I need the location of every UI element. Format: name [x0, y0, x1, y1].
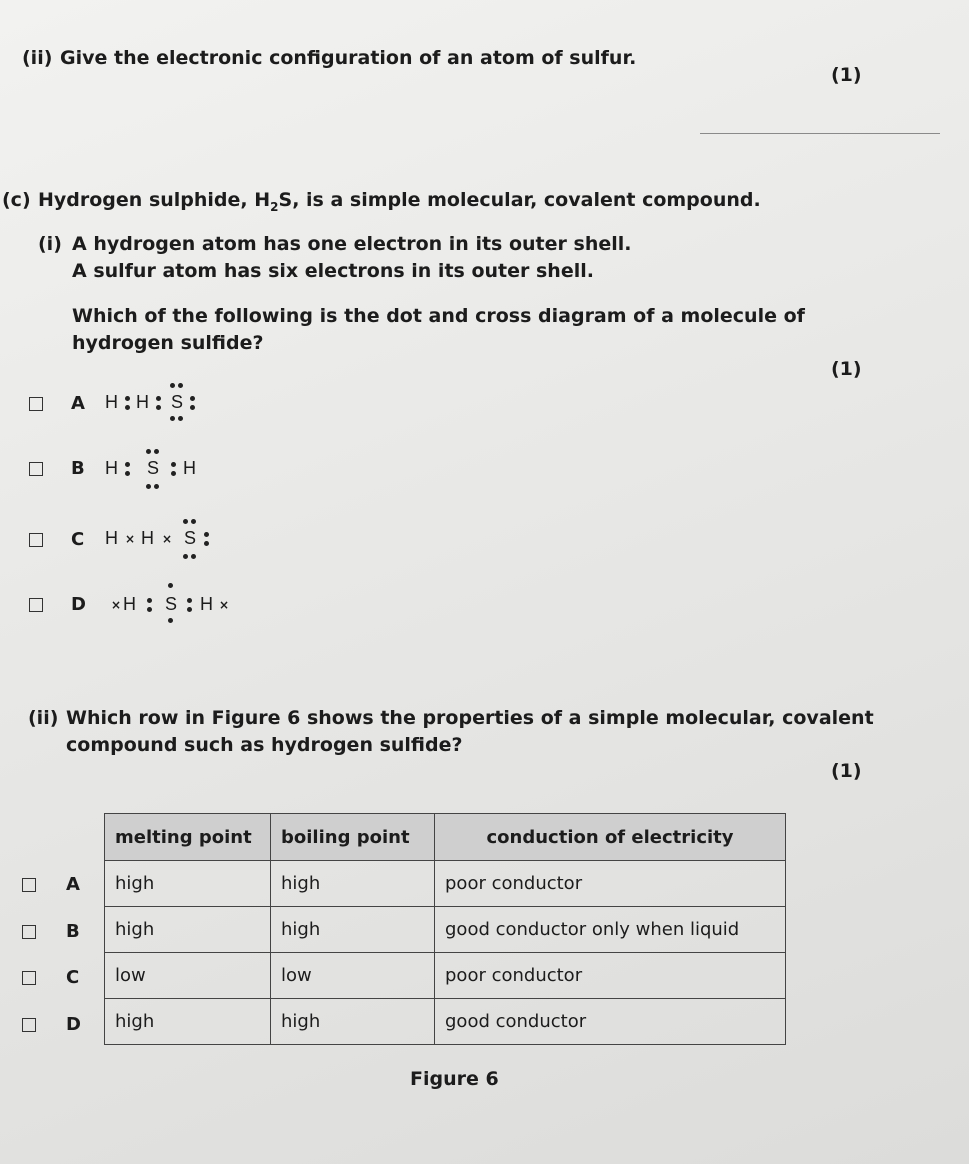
electron-dot — [146, 484, 151, 489]
question-cii-label: (ii) — [28, 707, 59, 729]
option-c-diagram — [105, 516, 235, 564]
table-cell: low — [271, 953, 435, 999]
electron-dot — [191, 554, 196, 559]
electron-dot — [183, 519, 188, 524]
atom-h: H — [105, 528, 118, 548]
electron-dot — [187, 607, 192, 612]
electron-dot — [171, 471, 176, 476]
table-cell: low — [105, 953, 271, 999]
answer-line — [700, 133, 940, 134]
figure-6-table — [104, 813, 786, 1045]
question-ii-text: Give the electronic configuration of an atom of sulfur. — [60, 47, 637, 69]
electron-dot — [204, 532, 209, 537]
question-c-label: (c) — [2, 189, 31, 211]
electron-dot — [168, 583, 173, 588]
row-d-checkbox[interactable] — [22, 1018, 36, 1032]
atom-h: H — [136, 392, 149, 412]
electron-dot — [156, 396, 161, 401]
option-d-letter: D — [71, 594, 86, 615]
electron-dot — [171, 462, 176, 467]
option-b-checkbox[interactable] — [29, 462, 43, 476]
atom-h: H — [200, 594, 213, 614]
question-cii-line1: Which row in Figure 6 shows the properties of a simple molecular, covalent — [66, 707, 874, 729]
marks-cii: (1) — [831, 760, 862, 782]
question-ii-label: (ii) — [22, 47, 53, 69]
table-header-row — [105, 814, 786, 861]
electron-dot — [147, 607, 152, 612]
electron-cross: × — [125, 532, 136, 546]
row-a-letter: A — [66, 874, 80, 895]
atom-h: H — [105, 458, 118, 478]
electron-cross: × — [162, 532, 173, 546]
table-cell: poor conductor — [435, 953, 786, 999]
option-c-checkbox[interactable] — [29, 533, 43, 547]
question-c-text-before: Hydrogen sulphide, H — [38, 189, 271, 211]
row-c-checkbox[interactable] — [22, 971, 36, 985]
row-a-checkbox[interactable] — [22, 878, 36, 892]
option-c-letter: C — [71, 529, 85, 550]
electron-dot — [170, 383, 175, 388]
electron-dot — [154, 449, 159, 454]
atom-s: S — [184, 528, 197, 548]
question-cii-line2: compound such as hydrogen sulfide? — [66, 734, 463, 756]
row-b-checkbox[interactable] — [22, 925, 36, 939]
table-row — [105, 861, 786, 907]
option-b-diagram — [105, 446, 225, 494]
table-cell: high — [105, 907, 271, 953]
electron-dot — [156, 405, 161, 410]
table-cell: high — [271, 861, 435, 907]
electron-dot — [178, 383, 183, 388]
electron-dot — [125, 405, 130, 410]
question-i-line4: hydrogen sulfide? — [72, 332, 264, 354]
electron-dot — [183, 554, 188, 559]
table-row — [105, 907, 786, 953]
option-b-letter: B — [71, 458, 85, 479]
electron-dot — [125, 396, 130, 401]
electron-dot — [168, 618, 173, 623]
atom-h: H — [183, 458, 196, 478]
table-row — [105, 953, 786, 999]
marks-ii: (1) — [831, 64, 862, 86]
row-c-letter: C — [66, 967, 80, 988]
table-cell: good conductor only when liquid — [435, 907, 786, 953]
header-melting-point: melting point — [105, 814, 271, 861]
question-c-text-after: S, is a simple molecular, covalent compound. — [278, 189, 761, 211]
option-a-letter: A — [71, 393, 85, 414]
electron-dot — [146, 449, 151, 454]
electron-dot — [187, 598, 192, 603]
subscript-2: 2 — [270, 199, 279, 214]
table-cell: high — [271, 999, 435, 1045]
option-a-checkbox[interactable] — [29, 397, 43, 411]
table-cell: high — [105, 999, 271, 1045]
table-cell: poor conductor — [435, 861, 786, 907]
electron-dot — [154, 484, 159, 489]
atom-h: H — [123, 594, 136, 614]
atom-s: S — [147, 458, 160, 478]
electron-dot — [125, 462, 130, 467]
table-cell: good conductor — [435, 999, 786, 1045]
electron-dot — [190, 396, 195, 401]
question-i-line2: A sulfur atom has six electrons in its outer shell. — [72, 260, 594, 282]
electron-dot — [170, 416, 175, 421]
table-cell: high — [271, 907, 435, 953]
electron-cross: × — [111, 598, 122, 612]
electron-dot — [191, 519, 196, 524]
row-d-letter: D — [66, 1014, 81, 1035]
table-cell: high — [105, 861, 271, 907]
table-row — [105, 999, 786, 1045]
question-i-line1: A hydrogen atom has one electron in its outer shell. — [72, 233, 632, 255]
atom-s: S — [165, 594, 178, 614]
question-c-text — [38, 188, 761, 219]
marks-i: (1) — [831, 358, 862, 380]
atom-h: H — [105, 392, 118, 412]
electron-dot — [147, 598, 152, 603]
atom-s: S — [171, 392, 184, 412]
option-d-diagram — [105, 578, 245, 630]
electron-dot — [204, 541, 209, 546]
atom-h: H — [141, 528, 154, 548]
row-b-letter: B — [66, 921, 80, 942]
option-a-diagram — [105, 380, 225, 424]
electron-dot — [190, 405, 195, 410]
header-conduction: conduction of electricity — [435, 814, 786, 861]
electron-cross: × — [219, 598, 230, 612]
option-d-checkbox[interactable] — [29, 598, 43, 612]
question-i-label: (i) — [38, 233, 62, 255]
figure-caption: Figure 6 — [410, 1068, 499, 1090]
question-i-line3: Which of the following is the dot and cross diagram of a molecule of — [72, 305, 805, 327]
header-boiling-point: boiling point — [271, 814, 435, 861]
electron-dot — [178, 416, 183, 421]
electron-dot — [125, 471, 130, 476]
